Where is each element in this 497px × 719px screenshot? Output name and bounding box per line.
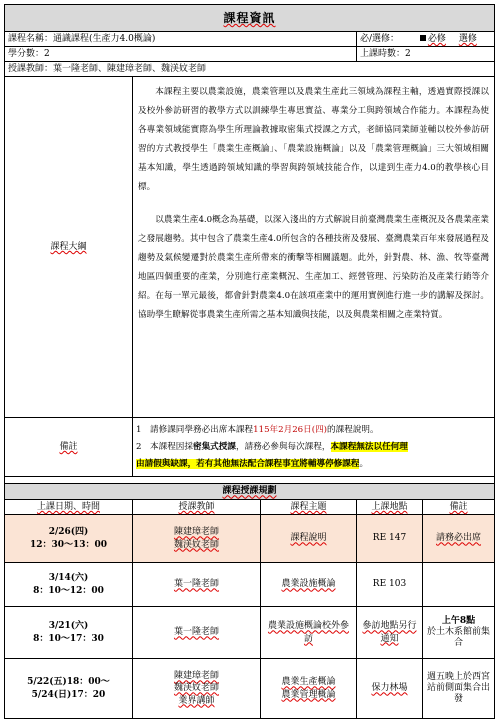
hours-label: 上課時數：: [360, 48, 406, 59]
teacher-label: 授課教師：: [8, 63, 54, 74]
credits-label: 學分數：: [8, 48, 45, 59]
row-teacher: 葉一隆老師: [133, 563, 261, 607]
row-date: 3/21(六) 8：10～17：30: [5, 607, 133, 659]
row-topic: 課程說明: [261, 515, 357, 563]
row-topic: 農業生產概論 農業管理概論: [261, 659, 357, 719]
row-topic: 農業設施概論校外參訪: [261, 607, 357, 659]
schedule-header-note: 備註: [423, 500, 495, 515]
hours-cell: [357, 47, 495, 62]
row-date: 5/22(五)18：00～ 5/24(日)17：20: [5, 659, 133, 719]
course-name-cell: [5, 32, 357, 47]
row-teacher: 葉一隆老師: [133, 607, 261, 659]
schedule-header-date: 上課日期、時間: [5, 500, 133, 515]
required-option: 必修: [420, 34, 446, 44]
course-name-value: 通識課程(生產力4.0概論): [53, 33, 156, 44]
note-1: 1 請修課同學務必出席本課程115年2月26日(四)的課程說明。: [136, 424, 379, 435]
hours-value: 2: [405, 48, 411, 59]
document-title: 課程資訊: [5, 5, 495, 32]
note-1-date: 115年2月26日(四): [253, 424, 328, 435]
course-type-cell: [357, 32, 495, 47]
teacher-value: 葉一隆老師、陳建璋老師、魏渼妏老師: [53, 63, 207, 74]
course-info-document: [4, 4, 494, 719]
note-2-highlight-1: 本課程無法以任何理: [330, 441, 408, 452]
checked-box-icon: [420, 35, 426, 41]
note-2-highlight-2: 由請假與缺課，若有其他無法配合課程事宜將輔導停修課程: [136, 458, 360, 469]
note-2: 2 本課程因採密集式授課，請務必參與每次課程，本課程無法以任何理: [136, 441, 408, 452]
outline-label: 課程大綱: [5, 77, 133, 418]
row-place: RE 103: [357, 563, 423, 607]
table-row: [5, 563, 495, 607]
row-teacher: 陳建璋老師 魏渼妏老師: [133, 515, 261, 563]
outline-content: [133, 77, 495, 418]
notes-label: 備註: [5, 418, 133, 477]
credits-cell: [5, 47, 357, 62]
table-row: [5, 515, 495, 563]
course-info-table: [4, 4, 495, 719]
table-row: [5, 659, 495, 719]
outline-paragraph-2: 以農業生產4.0概念為基礎，以深入淺出的方式解說目前臺灣農業生產概況及各農業產業之發展趨勢。其中包含了農業生產4.0所包含的各種技術及發展、臺灣農業百年來發展過程及趨勢及氣候變遷對於農業生產所帶來的衝擊等相關議題。此外，針對農、林、漁、牧等臺灣地區四個重要的產業，分別進行產業概況、生產加工、經營管理、污染防治及產業行銷等介紹。在每一單元最後，都會針對農業4.0在該項產業中的運用實例進行進一步的講解及探討。協助學生瞭解從事農業生產所需之基本知識與技能，以及與農業相關之產業特質。: [138, 215, 490, 320]
teacher-cell: [5, 62, 495, 77]
schedule-header-topic: 課程主題: [261, 500, 357, 515]
row-note: 週五晚上於西宮站前側面集合出發: [423, 659, 495, 719]
row-note: [423, 563, 495, 607]
credits-value: 2: [44, 48, 50, 59]
course-type-label: 必/選修：: [360, 33, 400, 44]
row-place: RE 147: [357, 515, 423, 563]
note-2-cont: 由請假與缺課，若有其他無法配合課程事宜將輔導停修課程。: [136, 458, 369, 469]
course-name-label: 課程名稱：: [8, 33, 54, 44]
outline-paragraph-1: 本課程主要以農業設施，農業管理以及農業生產此三領域為課程主軸，透過實際授課以及校外參訪研習的教學方式以訓練學生專思實益、專業分工與跨領域合作能力。本課程為使各專業領域能實際為學生所理論教據取密集式授課之方式，老師協同業師並輔以校外參訪研習的方式教授學生「農業生產概論」、「農業設施概論」以及「農業管理概論」三大領域相關基本知識，學生透過跨領域知識的學習與跨領域技能合作，以達到生產力4.0的教學核心目標。: [138, 87, 490, 192]
row-date: 3/14(六) 8：10～12：00: [5, 563, 133, 607]
row-place: 參訪地點另行通知: [357, 607, 423, 659]
row-note: 上午8點 於土木系館前集合: [423, 607, 495, 659]
schedule-header-place: 上課地點: [357, 500, 423, 515]
schedule-header-teacher: 授課教師: [133, 500, 261, 515]
elective-option: 選修: [458, 33, 477, 44]
row-teacher: 陳建璋老師 魏渼妏老師 業界講師: [133, 659, 261, 719]
schedule-header-row: [5, 500, 495, 515]
table-row: [5, 607, 495, 659]
schedule-title: 課程授課規劃: [5, 484, 495, 500]
notes-content: [133, 418, 495, 477]
row-note: 請務必出席: [423, 515, 495, 563]
row-date: 2/26(四) 12：30～13：00: [5, 515, 133, 563]
row-place: 保力林場: [357, 659, 423, 719]
row-topic: 農業設施概論: [261, 563, 357, 607]
